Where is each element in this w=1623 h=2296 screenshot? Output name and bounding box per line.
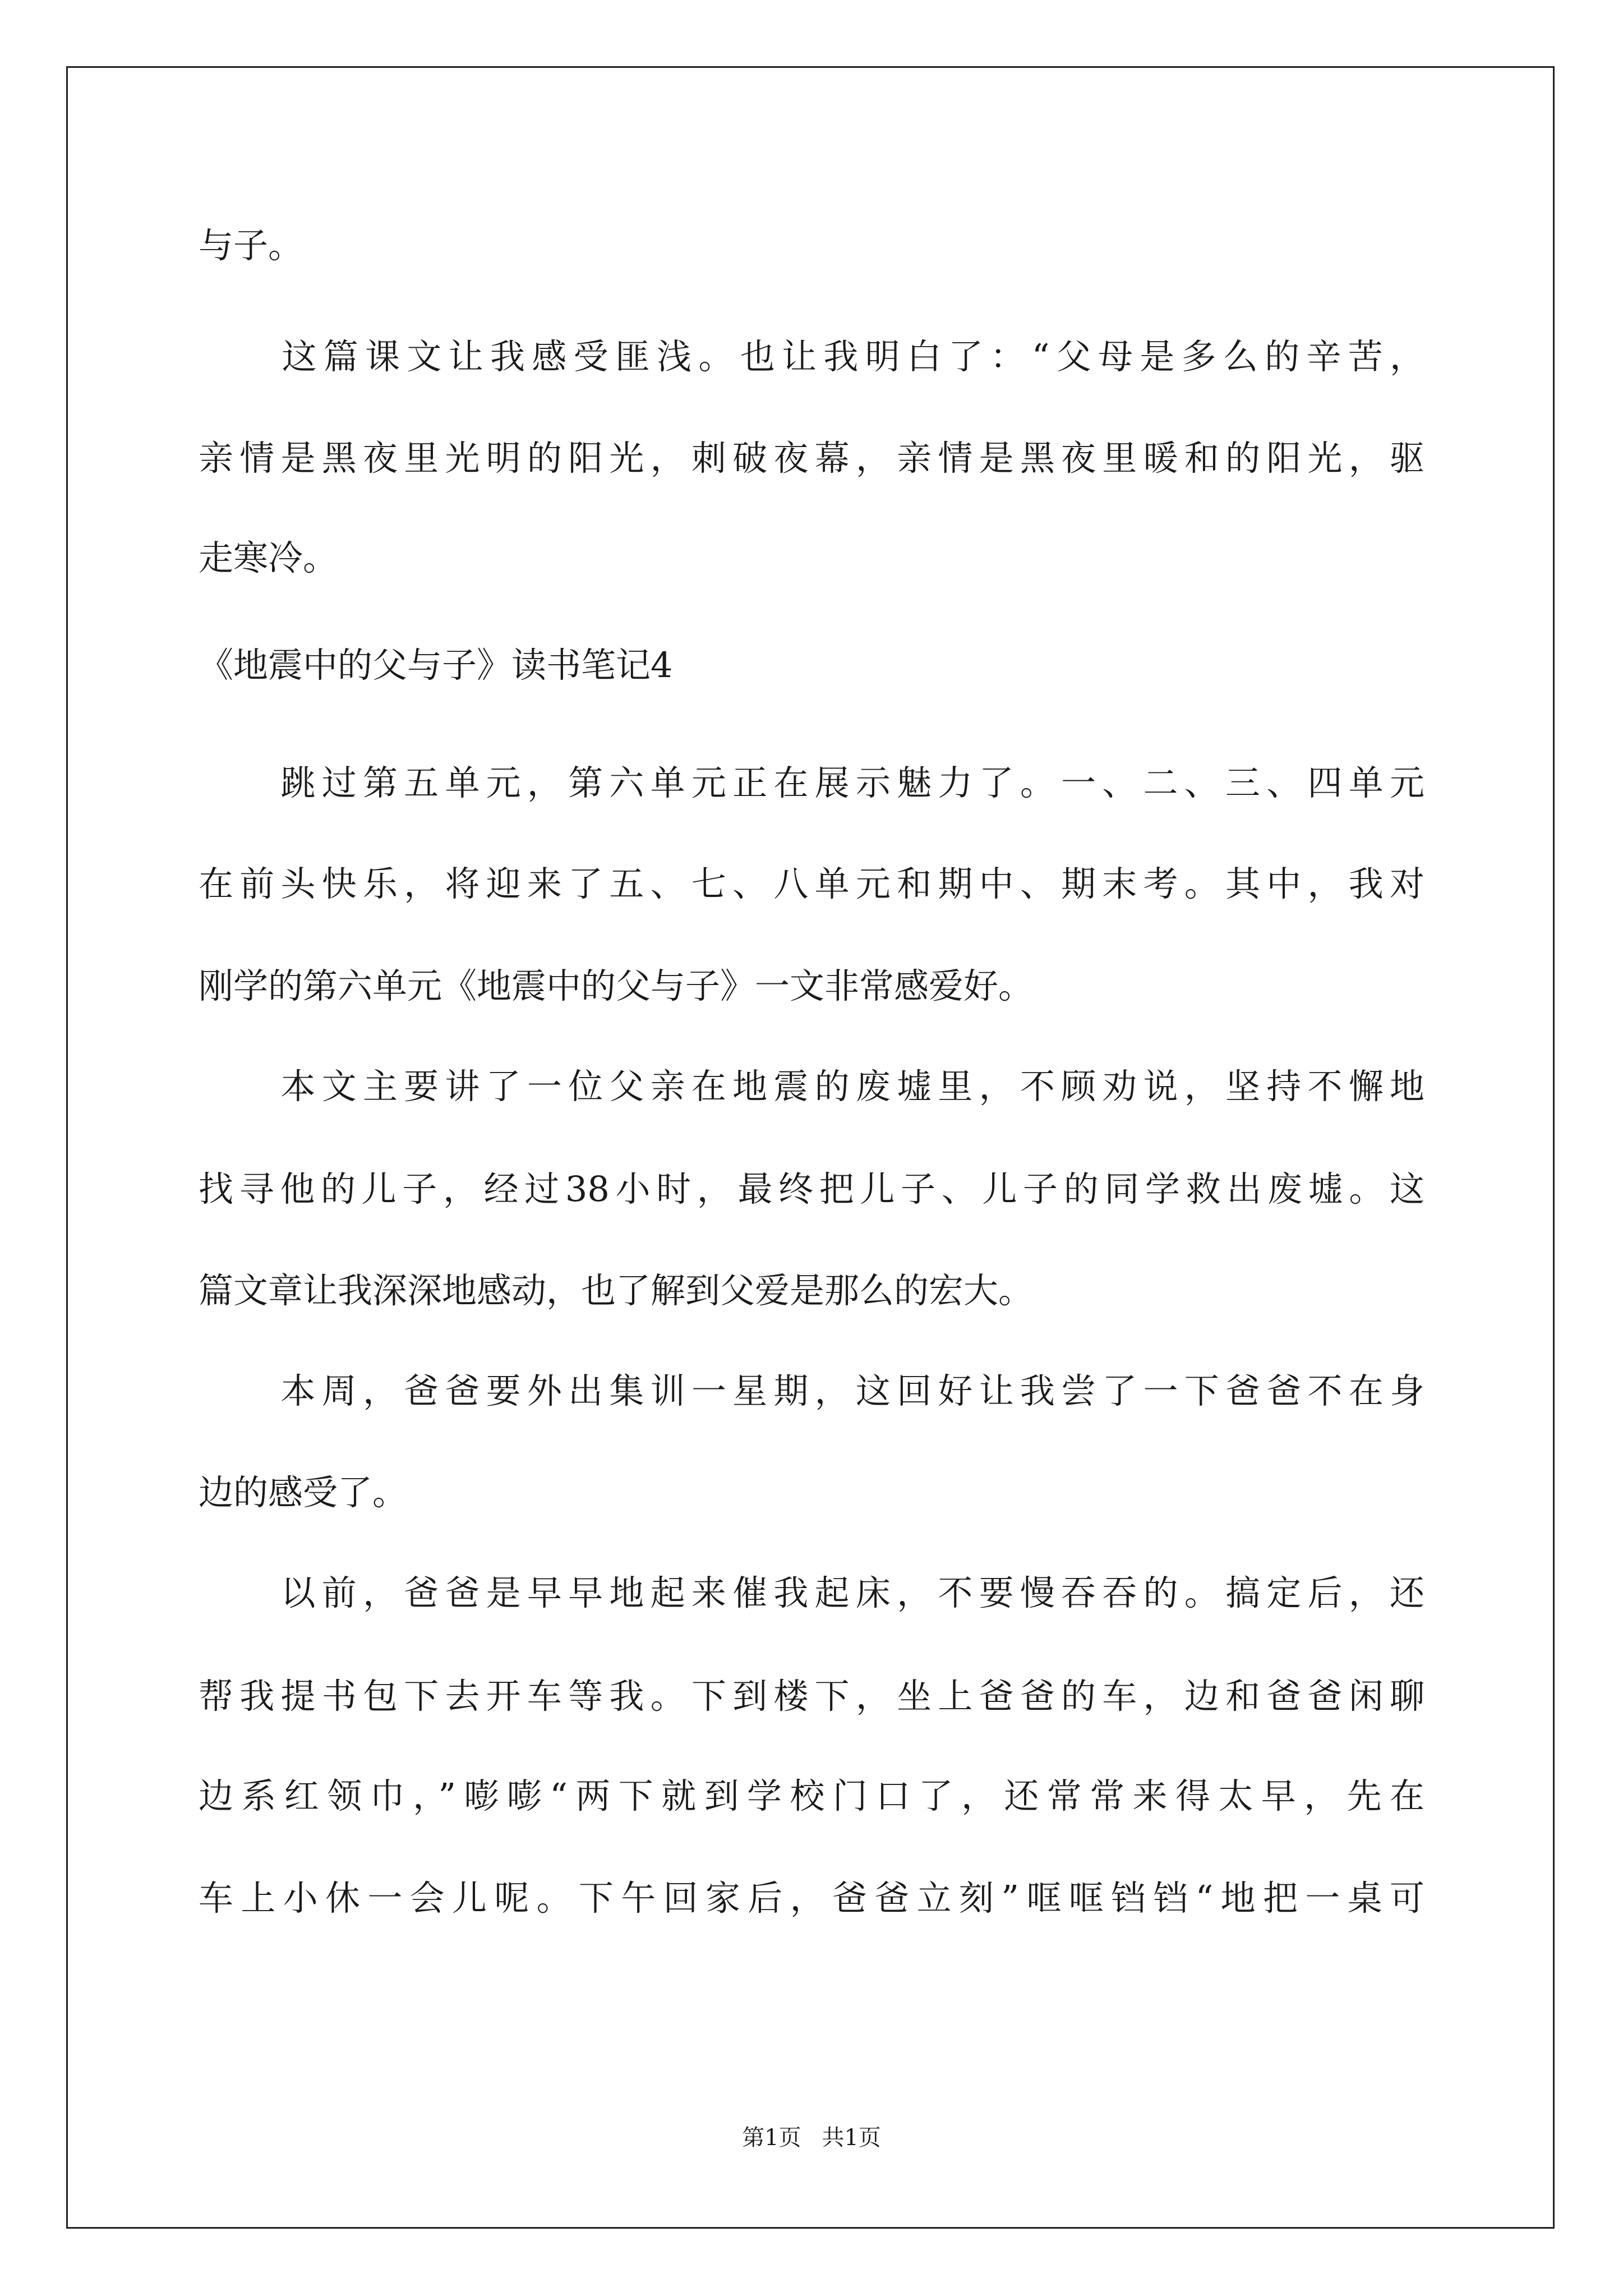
text-line: 篇文章让我深深地感动，也了解到父爱是那么的宏大。 (199, 1270, 1034, 1311)
page-total: 共1页 (822, 2125, 881, 2151)
text-line: 找寻他的儿子，经过38小时，最终把儿子、儿子的同学救出废墟。这 (199, 1168, 1424, 1209)
text-line: 亲情是黑夜里光明的阳光，刺破夜幕，亲情是黑夜里暖和的阳光，驱 (199, 438, 1424, 478)
text-line: 边系红领巾，”嘭嘭“两下就到学校门口了，还常常来得太早，先在 (199, 1775, 1424, 1816)
text-line: 这篇课文让我感受匪浅。也让我明白了：“父母是多么的辛苦， (199, 336, 1424, 377)
section-heading: 《地震中的父与子》读书笔记4 (199, 645, 673, 685)
text-line: 本文主要讲了一位父亲在地震的废墟里，不顾劝说，坚持不懈地 (199, 1066, 1424, 1107)
text-line: 车上小休一会儿呢。下午回家后，爸爸立刻”哐哐铛铛“地把一桌可 (199, 1878, 1424, 1918)
text-line: 边的感受了。 (199, 1472, 408, 1513)
text-line: 本周，爸爸要外出集训一星期，这回好让我尝了一下爸爸不在身 (199, 1370, 1424, 1411)
text-line: 在前头快乐，将迎来了五、七、八单元和期中、期末考。其中，我对 (199, 863, 1424, 904)
text-line: 与子。 (199, 225, 303, 266)
text-line: 以前，爸爸是早早地起来催我起床，不要慢吞吞的。搞定后，还 (199, 1572, 1424, 1613)
text-line: 跳过第五单元，第六单元正在展示魅力了。一、二、三、四单元 (199, 762, 1424, 803)
text-line: 刚学的第六单元《地震中的父与子》一文非常感爱好。 (199, 965, 1034, 1006)
text-line: 走寒冷。 (199, 537, 338, 578)
text-line: 帮我提书包下去开车等我。下到楼下，坐上爸爸的车，边和爸爸闲聊 (199, 1676, 1424, 1717)
page-footer (0, 2124, 1623, 2152)
page-number: 第1页 (742, 2125, 801, 2151)
